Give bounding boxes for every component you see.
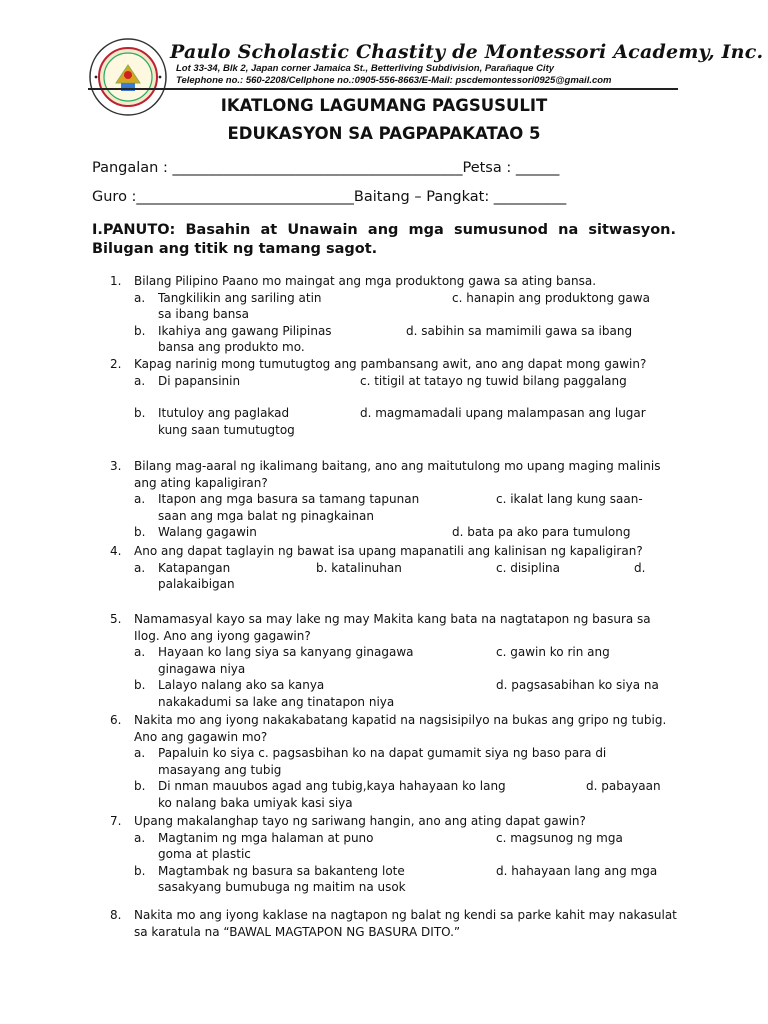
name-date-field: Pangalan : ________________________________________Petsa : ______ (92, 160, 560, 176)
option-c: c. magsunog ng mga (496, 830, 623, 845)
option-c: c. disiplina (496, 560, 561, 575)
option-b: Walang gagawin (158, 525, 257, 539)
option-a: Magtanim ng mga halaman at puno (158, 830, 374, 845)
question-stem: Nakita mo ang iyong kaklase na nagtapon ng balat ng kendi sa parke kahit may nakasulat sa karatula na “BAWAL MAGTAPON NG BASURA DITO.” (134, 908, 677, 939)
question-stem: Ano ang dapat taglayin ng bawat isa upang mapanatili ang kalinisan ng kapaligiran? (134, 544, 643, 558)
question-stem: Upang makalanghap tayo ng sariwang hangin, ano ang ating dapat gawin? (134, 814, 586, 828)
option-b: Itutuloy ang paglakad (158, 406, 290, 420)
question-stem: Bilang Pilipino Paano mo maingat ang mga produktong gawa sa ating bansa. (134, 274, 597, 288)
option-c: c. hanapin ang produktong gawa (452, 290, 650, 305)
option-d: d. hahayaan lang ang mga (496, 863, 658, 878)
exam-title: IKATLONG LAGUMANG PAGSUSULIT (220, 96, 548, 115)
option-a: Hayaan ko lang siya sa kanyang ginagawa (158, 645, 414, 659)
question-1: 1. Bilang Pilipino Paano mo maingat ang mga produktong gawa sa ating bansa. a. Tangkilikin ang sariling atin c. hanapin ang produktong gawa sa ibang bansa b. Ikahiya ang gawang Pilipinas d. sabihin sa mamimili gawa sa ibang bansa ang produkto mo. (110, 273, 678, 356)
question-3: 3. Bilang mag-aaral ng ikalimang baitang, ano ang maitutulong mo upang maging malinis ang ating kapaligiran? a. Itapon ang mga basura sa tamang tapunan c. ikalat lang kung saan- saan ang mga balat ng pinagkainan b. Walang gagawin d. bata pa ako para tumulong (110, 458, 678, 541)
question-2: 2. Kapag narinig mong tumutugtog ang pambansang awit, ano ang dapat mong gawin? a. Di papansinin c. titigil at tatayo ng tuwid bilang paggalang b. Itutuloy ang paglakad d. magmamadali upang malampasan ang lugar kung saan tumutugtog (110, 356, 678, 438)
option-d: d. magmamadali upang malampasan ang lugar (360, 406, 646, 420)
option-b: Ikahiya ang gawang Pilipinas (158, 323, 332, 338)
option-d: d. pagsasabihan ko siya na (496, 678, 659, 692)
school-name: Paulo Scholastic Chastity de Montessori Academy, Inc. (170, 41, 764, 63)
header-divider (88, 88, 678, 90)
option-b: Magtambak ng basura sa bakanteng lote (158, 863, 405, 878)
option-c: c. gawin ko rin ang (496, 645, 610, 659)
option-b: Lalayo nalang ako sa kanya (158, 678, 325, 692)
question-stem: Nakita mo ang iyong nakakabatang kapatid na nagsisipilyo na bukas ang gripo ng tubig. Ano ang gagawin mo? (134, 713, 667, 744)
question-7: 7. Upang makalanghap tayo ng sariwang hangin, ano ang ating dapat gawin? a. Magtanim ng mga halaman at puno c. magsunog ng mga goma at plastic b. Magtambak ng basura sa bakanteng lote d. hahayaan lang ang mga sasakyang bumubuga ng maitim na usok (110, 813, 678, 896)
instructions: I.PANUTO: Basahin at Unawain ang mga sumusunod na sitwasyon. Bilugan ang titik ng tamang sagot. (92, 222, 676, 257)
question-6: 6. Nakita mo ang iyong nakakabatang kapatid na nagsisipilyo na bukas ang gripo ng tubig. Ano ang gagawin mo? a. Papaluin ko siya c. pagsasbihan ko na dapat gumamit siya ng baso para di masayang ang tubig b. Di nman mauubos agad ang tubig,kaya hahayaan ko lang d. pabayaan ko nalang baka umiyak kasi siya (110, 712, 678, 811)
teacher-grade-field: Guro :______________________________Baitang – Pangkat: __________ (92, 189, 567, 205)
question-5: 5. Namamasyal kayo sa may lake ng may Makita kang bata na nagtatapon ng basura sa Ilog. Ano ang iyong gagawin? a. Hayaan ko lang siya sa kanyang ginagawa c. gawin ko rin ang ginagawa niya b. Lalayo nalang ako sa kanya d. pagsasabihan ko siya na nakakadumi sa lake ang tinatapon niya (110, 611, 678, 710)
school-address: Lot 33-34, Blk 2, Japan corner Jamaica St., Betterliving Subdivision, Parañaque City (176, 63, 555, 74)
option-c: c. ikalat lang kung saan- (496, 492, 643, 506)
question-stem: Bilang mag-aaral ng ikalimang baitang, ano ang maitutulong mo upang maging malinis ang ating kapaligiran? (134, 459, 661, 490)
option-b: b. katalinuhan (316, 560, 402, 575)
option-d: d. bata pa ako para tumulong (452, 525, 631, 539)
subject-title: EDUKASYON SA PAGPAPAKATAO 5 (227, 124, 541, 143)
option-b: Di nman mauubos agad ang tubig,kaya hahayaan ko lang (158, 779, 506, 793)
option-a: Papaluin ko siya c. pagsasbihan ko na dapat gumamit siya ng baso para di (158, 746, 607, 760)
option-d: d. pabayaan (586, 779, 661, 793)
question-4: 4. Ano ang dapat taglayin ng bawat isa upang mapanatili ang kalinisan ng kapaligiran? a. Katapangan b. katalinuhan c. disiplina d. palakaibigan (110, 543, 678, 593)
option-a: Di papansinin (158, 373, 241, 388)
school-contact: Telephone no.: 560-2208/Cellphone no.:0905-556-8663/E-Mail: pscdemontessori0925@gmail.com (176, 75, 612, 86)
option-a: Tangkilikin ang sariling atin (158, 290, 322, 305)
option-a: Itapon ang mga basura sa tamang tapunan (158, 492, 420, 506)
option-d: d. sabihin sa mamimili gawa sa ibang (406, 323, 633, 338)
option-a: Katapangan (158, 560, 231, 575)
question-8: 8. Nakita mo ang iyong kaklase na nagtapon ng balat ng kendi sa parke kahit may nakasulat sa karatula na “BAWAL MAGTAPON NG BASURA DITO.” (110, 908, 677, 939)
option-d: d. (634, 560, 646, 575)
option-c: c. titigil at tatayo ng tuwid bilang paggalang (360, 373, 627, 388)
question-stem: Kapag narinig mong tumutugtog ang pambansang awit, ano ang dapat mong gawin? (134, 357, 647, 371)
question-stem: Namamasyal kayo sa may lake ng may Makita kang bata na nagtatapon ng basura sa Ilog. Ano ang iyong gagawin? (134, 612, 651, 643)
